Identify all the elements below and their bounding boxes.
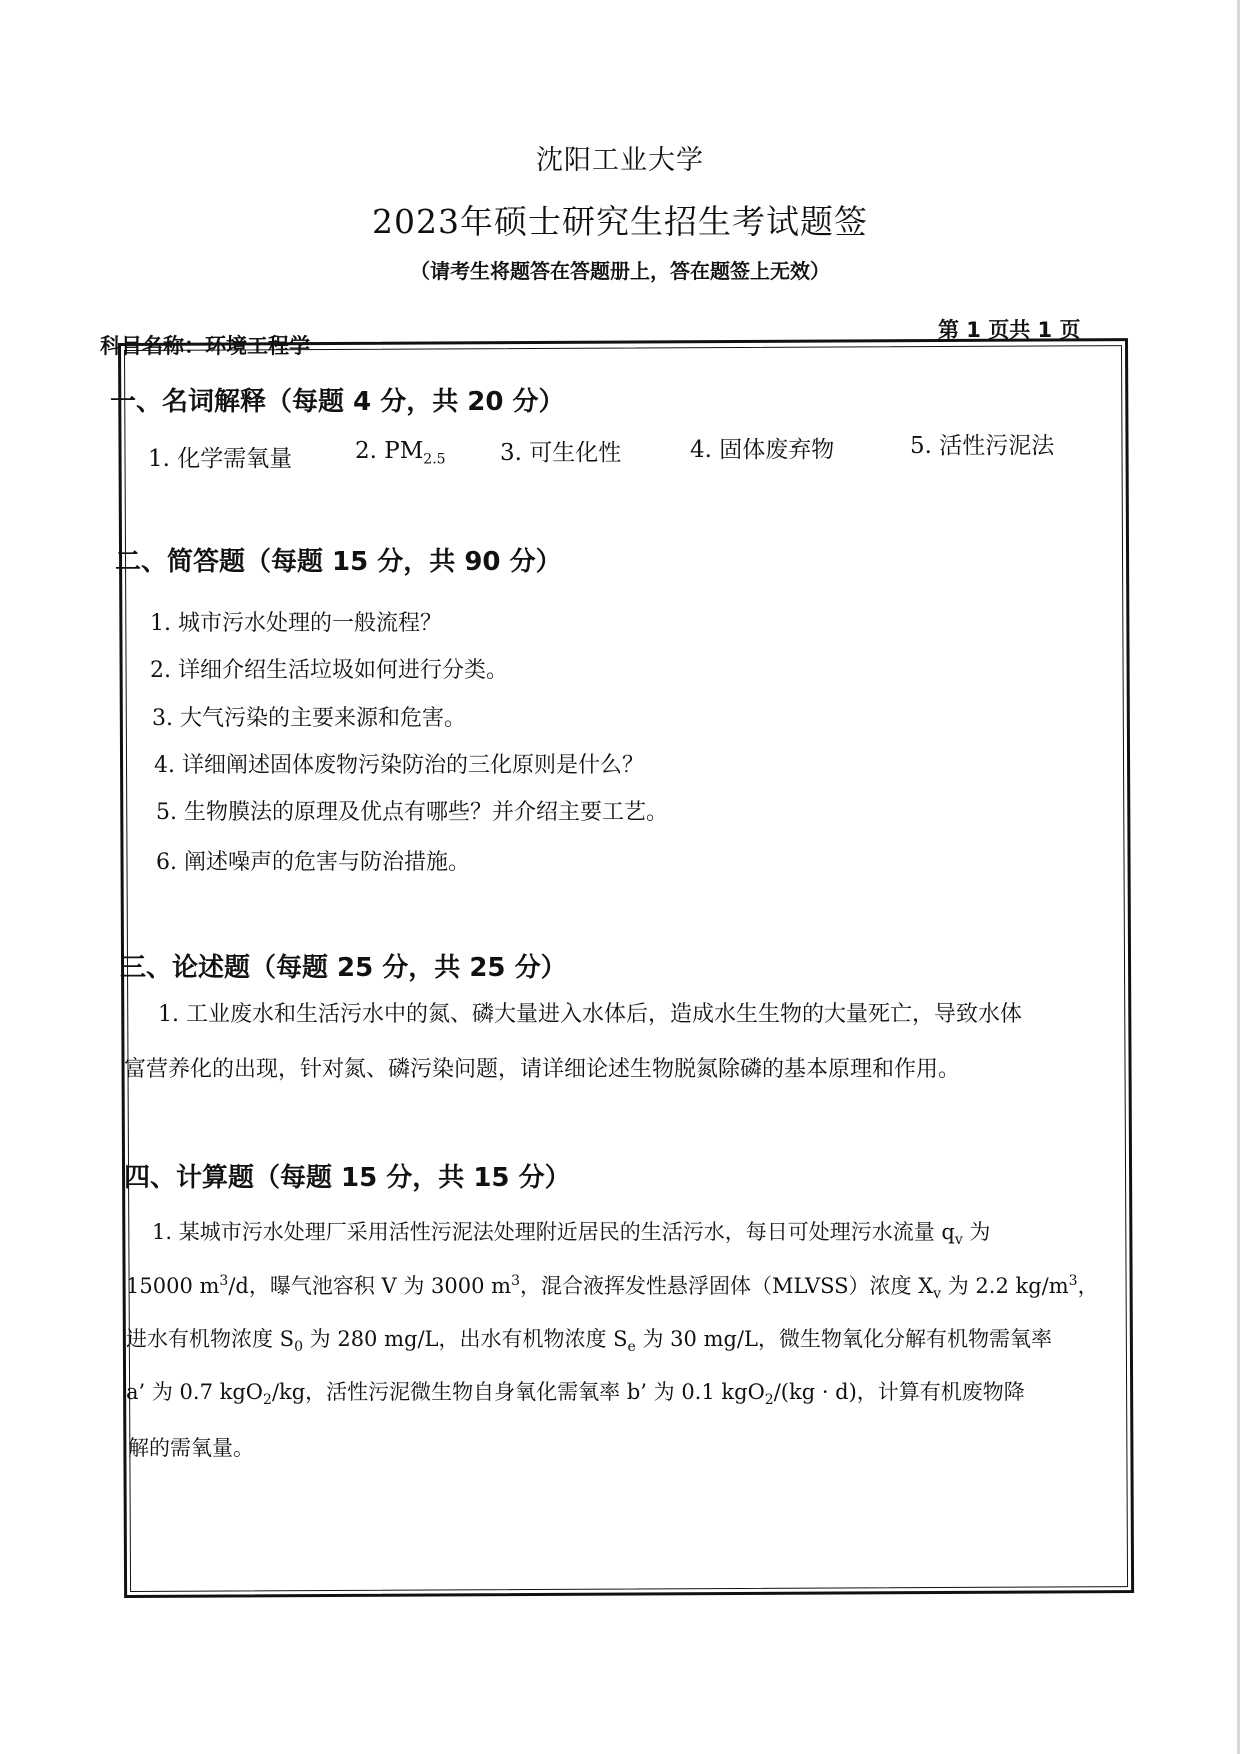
- calc-line-1-a: 1. 某城市污水处理厂采用活性污泥法处理附近居民的生活污水，每日可处理污水流量 q: [152, 1220, 955, 1244]
- calc-line-3-b: 为 280 mg/L，出水有机物浓度 S: [302, 1327, 628, 1351]
- calc-line-1-b: 为: [962, 1220, 991, 1244]
- subject-name: 科目名称：环境工程学: [100, 334, 310, 358]
- short-question-5: 5. 生物膜法的原理及优点有哪些？并介绍主要工艺。: [156, 800, 668, 825]
- calc-line-4-b: /kg，活性污泥微生物自身氧化需氧率 b’ 为 0.1 kgO: [271, 1380, 765, 1404]
- calc-line-2-sub: v: [933, 1286, 942, 1303]
- term-item-5: 5. 活性污泥法: [910, 433, 1055, 459]
- calc-line-4-a: a’ 为 0.7 kgO: [126, 1380, 264, 1404]
- calc-line-3-a: 进水有机物浓度 S: [126, 1327, 295, 1351]
- section-3-heading: 三、论述题（每题 25 分，共 25 分）: [120, 953, 567, 983]
- calc-line-3-c: 为 30 mg/L，微生物氧化分解有机物需氧率: [635, 1327, 1052, 1351]
- calc-line-2-e: ，: [1077, 1274, 1099, 1298]
- exam-notice: （请考生将题答在答题册上，答在题签上无效）: [410, 259, 830, 283]
- pm-subscript: 2.5: [423, 451, 446, 468]
- essay-line-2: 富营养化的出现，针对氮、磷污染问题，请详细论述生物脱氮除磷的基本原理和作用。: [124, 1057, 961, 1082]
- calc-line-3-sub2: e: [627, 1339, 636, 1356]
- calc-line-4-sub1: 2: [263, 1392, 272, 1409]
- calc-line-4-c: /(kg · d)，计算有机废物降: [773, 1380, 1025, 1404]
- calc-line-2-sup3: 3: [1068, 1273, 1078, 1289]
- calc-line-2: [126, 1270, 1099, 1302]
- short-question-3: 3. 大气污染的主要来源和危害。: [152, 706, 466, 731]
- section-1-heading: 一、名词解释（每题 4 分，共 20 分）: [110, 387, 565, 417]
- calc-line-2-sup1: 3: [219, 1273, 229, 1289]
- calc-line-5: 解的需氧量。: [128, 1436, 254, 1460]
- section-2-heading: 二、简答题（每题 15 分，共 90 分）: [115, 547, 562, 577]
- short-question-2: 2. 详细介绍生活垃圾如何进行分类。: [150, 658, 508, 683]
- page-info: 第 1 页共 1 页: [938, 318, 1081, 342]
- short-question-6: 6. 阐述噪声的危害与防治措施。: [156, 850, 470, 875]
- calc-line-1-sub: v: [954, 1232, 963, 1249]
- calc-line-3-sub1: 0: [294, 1339, 303, 1356]
- section-4-heading: 四、计算题（每题 15 分，共 15 分）: [124, 1163, 571, 1193]
- calc-line-4: [126, 1376, 1025, 1408]
- calc-line-2-b: /d，曝气池容积 V 为 3000 m: [228, 1274, 512, 1298]
- calc-line-3: [126, 1323, 1052, 1355]
- term-item-4: 4. 固体废弃物: [690, 437, 835, 463]
- term-item-1: 1. 化学需氧量: [148, 446, 293, 472]
- calc-line-1: [152, 1216, 990, 1248]
- essay-line-1: 1. 工业废水和生活污水中的氮、磷大量进入水体后，造成水生生物的大量死亡，导致水体: [158, 1002, 1022, 1027]
- short-question-1: 1. 城市污水处理的一般流程？: [150, 611, 442, 636]
- term-item-2-text: 2. PM: [355, 438, 424, 464]
- school-name: 沈阳工业大学: [536, 145, 704, 176]
- calc-line-2-a: 15000 m: [126, 1274, 220, 1298]
- calc-line-2-d: 为 2.2 kg/m: [941, 1274, 1069, 1298]
- calc-line-2-sup2: 3: [511, 1273, 520, 1289]
- term-item-2: [355, 438, 446, 468]
- exam-title: 2023年硕士研究生招生考试题签: [372, 202, 868, 241]
- term-item-3: 3. 可生化性: [500, 440, 622, 466]
- short-question-4: 4. 详细阐述固体废物污染防治的三化原则是什么？: [154, 753, 644, 778]
- calc-line-2-c: ，混合液挥发性悬浮固体（MLVSS）浓度 X: [520, 1274, 934, 1298]
- calc-line-4-sub2: 2: [764, 1392, 774, 1409]
